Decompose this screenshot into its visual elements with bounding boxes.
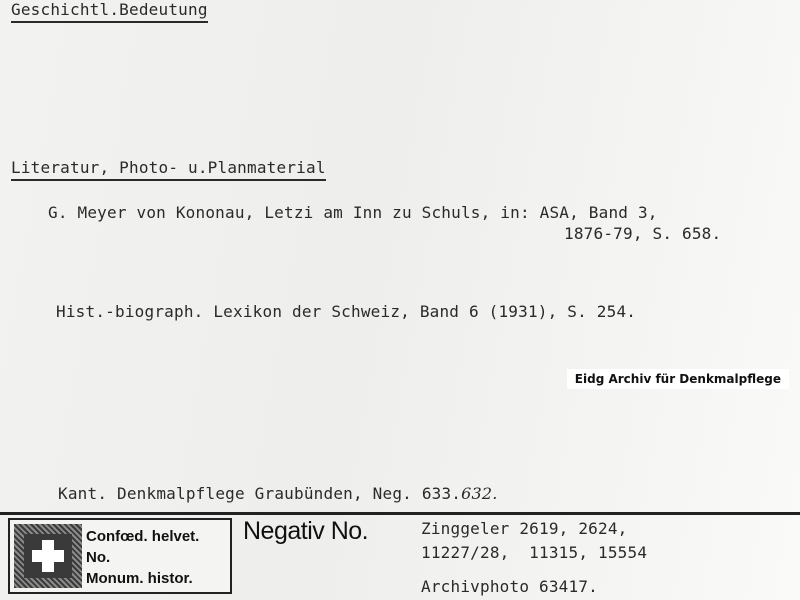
kant-negative-text: Kant. Denkmalpflege Graubünden, Neg. 633. [58, 484, 462, 503]
seal-line-2: No. [86, 549, 111, 566]
archive-stamp: Eidg Archiv für Denkmalpflege [567, 369, 789, 389]
footer-divider [0, 512, 800, 515]
literature-entry-2: Hist.-biograph. Lexikon der Schweiz, Band 6 (1931), S. 254. [56, 302, 637, 321]
archivphoto-number: Archivphoto 63417. [421, 577, 598, 596]
seal-line-3: Monum. histor. [86, 570, 193, 587]
swiss-cross-icon [14, 524, 82, 588]
negative-numbers-line-1: Zinggeler 2619, 2624, [421, 519, 628, 538]
kant-negative-line [58, 484, 498, 504]
seal-text [86, 526, 199, 589]
handwritten-negative-number: 632. [461, 484, 498, 503]
section-heading-history: Geschichtl.Bedeutung [11, 0, 208, 23]
monument-seal [8, 518, 232, 594]
negative-numbers-line-2: 11227/28, 11315, 15554 [421, 543, 648, 562]
literature-entry-1-line-1: G. Meyer von Kononau, Letzi am Inn zu Schuls, in: ASA, Band 3, [48, 203, 658, 222]
literature-entry-1-line-2: 1876-79, S. 658. [564, 224, 722, 243]
seal-line-1: Confœd. helvet. [86, 528, 200, 545]
negativ-label: Negativ No. [243, 517, 369, 545]
section-heading-literature: Literatur, Photo- u.Planmaterial [11, 158, 326, 181]
